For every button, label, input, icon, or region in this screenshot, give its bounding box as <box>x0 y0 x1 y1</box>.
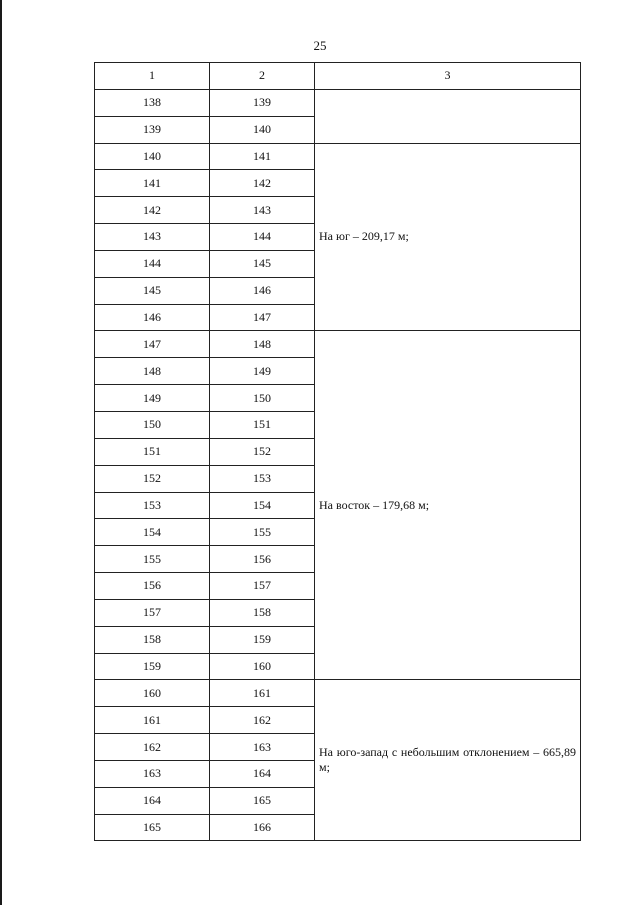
point-to-cell: 149 <box>210 358 315 385</box>
table-header-row <box>95 63 581 90</box>
point-to-cell: 166 <box>210 814 315 841</box>
point-from-cell: 159 <box>95 653 210 680</box>
point-to-cell: 143 <box>210 197 315 224</box>
point-from-cell: 139 <box>95 116 210 143</box>
point-from-cell: 151 <box>95 438 210 465</box>
point-from-cell: 142 <box>95 197 210 224</box>
point-to-cell: 154 <box>210 492 315 519</box>
point-to-cell: 147 <box>210 304 315 331</box>
page-number: 25 <box>313 38 327 53</box>
point-to-cell: 152 <box>210 438 315 465</box>
table-row <box>95 89 581 116</box>
table-row <box>95 331 581 358</box>
point-from-cell: 158 <box>95 626 210 653</box>
table-row <box>95 680 581 707</box>
point-to-cell: 160 <box>210 653 315 680</box>
point-from-cell: 149 <box>95 385 210 412</box>
point-from-cell: 140 <box>95 143 210 170</box>
point-from-cell: 150 <box>95 411 210 438</box>
point-to-cell: 144 <box>210 224 315 251</box>
point-to-cell: 158 <box>210 599 315 626</box>
direction-description-cell: На восток – 179,68 м; <box>315 331 581 680</box>
point-from-cell: 144 <box>95 250 210 277</box>
point-to-cell: 146 <box>210 277 315 304</box>
point-from-cell: 143 <box>95 224 210 251</box>
point-to-cell: 156 <box>210 546 315 573</box>
point-to-cell: 150 <box>210 385 315 412</box>
point-to-cell: 140 <box>210 116 315 143</box>
point-from-cell: 162 <box>95 734 210 761</box>
point-from-cell: 164 <box>95 787 210 814</box>
point-to-cell: 139 <box>210 89 315 116</box>
point-from-cell: 160 <box>95 680 210 707</box>
point-from-cell: 148 <box>95 358 210 385</box>
point-to-cell: 142 <box>210 170 315 197</box>
direction-description-cell: На юг – 209,17 м; <box>315 143 581 331</box>
column-header-2: 2 <box>210 63 315 90</box>
column-header-1: 1 <box>95 63 210 90</box>
point-to-cell: 155 <box>210 519 315 546</box>
point-from-cell: 153 <box>95 492 210 519</box>
direction-description-cell: На юго-запад с небольшим отклонением – 665,89 м; <box>315 680 581 841</box>
table-row <box>95 143 581 170</box>
point-to-cell: 161 <box>210 680 315 707</box>
point-to-cell: 164 <box>210 760 315 787</box>
point-from-cell: 138 <box>95 89 210 116</box>
point-to-cell: 153 <box>210 465 315 492</box>
point-to-cell: 163 <box>210 734 315 761</box>
point-to-cell: 159 <box>210 626 315 653</box>
column-header-3: 3 <box>315 63 581 90</box>
point-from-cell: 163 <box>95 760 210 787</box>
point-to-cell: 162 <box>210 707 315 734</box>
point-to-cell: 141 <box>210 143 315 170</box>
point-from-cell: 146 <box>95 304 210 331</box>
point-to-cell: 157 <box>210 573 315 600</box>
point-from-cell: 154 <box>95 519 210 546</box>
point-to-cell: 165 <box>210 787 315 814</box>
point-from-cell: 156 <box>95 573 210 600</box>
table-body <box>95 63 581 841</box>
point-from-cell: 141 <box>95 170 210 197</box>
point-from-cell: 147 <box>95 331 210 358</box>
point-from-cell: 165 <box>95 814 210 841</box>
point-to-cell: 145 <box>210 250 315 277</box>
point-from-cell: 157 <box>95 599 210 626</box>
coordinates-table <box>94 62 581 841</box>
point-from-cell: 145 <box>95 277 210 304</box>
point-to-cell: 148 <box>210 331 315 358</box>
direction-description-cell <box>315 89 581 143</box>
point-to-cell: 151 <box>210 411 315 438</box>
point-from-cell: 155 <box>95 546 210 573</box>
scan-left-edge <box>0 0 2 905</box>
point-from-cell: 161 <box>95 707 210 734</box>
point-from-cell: 152 <box>95 465 210 492</box>
